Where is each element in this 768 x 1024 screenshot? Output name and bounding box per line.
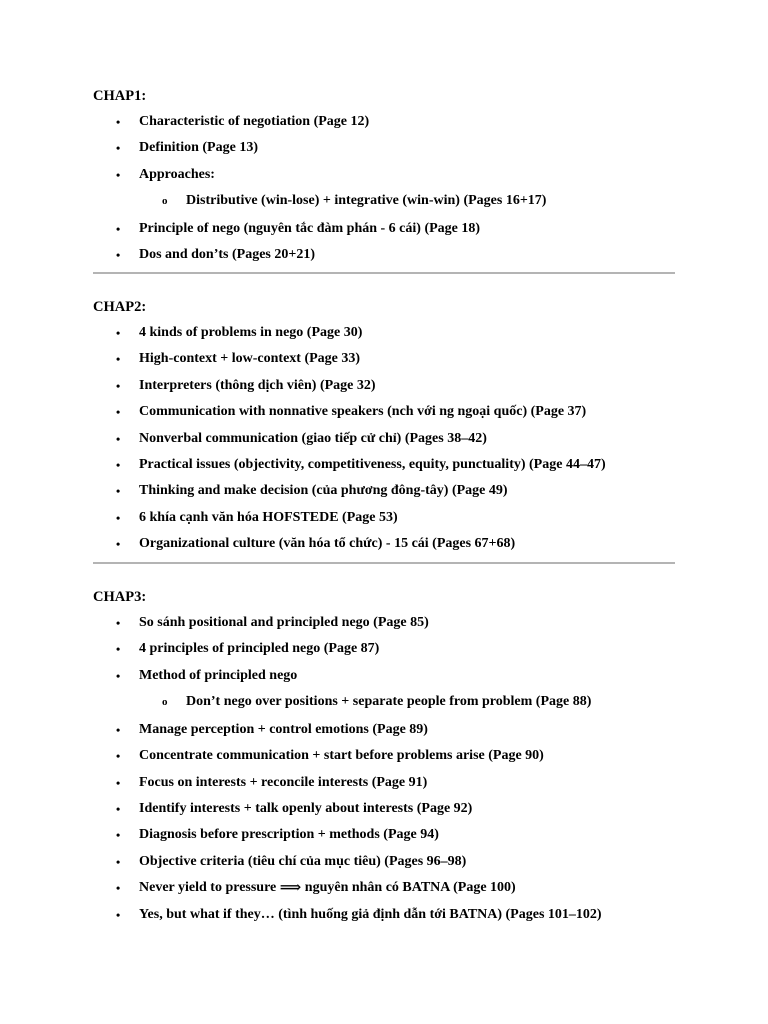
list-item-text: Distributive (win-lose) + integrative (win-win) (Pages 16+17) [186,193,547,209]
list-item-text: Yes, but what if they… (tình huống giả định dẫn tới BATNA) (Pages 101–102) [139,906,602,922]
bullet-icon: • [116,537,121,552]
list-item [93,535,675,561]
list-item-text: Characteristic of negotiation (Page 12) [139,114,370,129]
list-item-text: Principle of nego (nguyên tắc đàm phán - 6 cái) (Page 18) [139,220,481,236]
list-item [93,906,675,932]
list-item [93,220,675,246]
list-item-text: Identify interests + talk openly about interests (Page 92) [139,800,473,816]
chapter-1-list [93,113,675,273]
list-item [93,139,675,165]
bullet-icon: • [116,510,121,525]
list-item [93,377,675,403]
chapter-3 [93,588,675,932]
list-item [93,614,675,640]
bullet-icon: • [116,326,121,340]
bullet-icon: • [116,167,121,182]
list-item [93,640,675,666]
circle-bullet-icon: o [162,696,168,709]
bullet-icon: • [116,722,121,737]
bullet-icon: • [116,221,121,236]
sub-list-item [93,192,675,220]
list-item-text: Thinking and make decision (của phương đông-tây) (Page 49) [139,483,508,499]
bullet-icon: • [116,828,121,843]
list-item [93,721,675,747]
list-item-text: Interpreters (thông dịch viên) (Page 32) [139,377,376,393]
list-item-text-after: nguyên nhân có BATNA (Page 100) [301,880,516,896]
list-item-text: Manage perception + control emotions (Page 89) [139,721,428,737]
list-item-text-before: Never yield to pressure [139,880,280,896]
list-item-text: Organizational culture (văn hóa tổ chức) - 15 cái (Pages 67+68) [139,536,516,552]
bullet-icon: • [116,352,121,367]
list-item [93,879,675,905]
bullet-icon: • [116,457,121,472]
list-item [93,456,675,482]
list-item-text: Focus on interests + reconcile interests (Page 91) [139,774,428,790]
list-item-text: Communication with nonnative speakers (nch với ng ngoại quốc) (Page 37) [139,404,587,420]
list-item [93,509,675,535]
chapter-title: CHAP2: [93,299,147,315]
circle-bullet-icon: o [162,195,168,208]
section-divider [93,562,675,564]
list-item [93,403,675,429]
bullet-icon: • [116,881,121,896]
list-item-text: 6 khía cạnh văn hóa HOFSTEDE (Page 53) [139,509,398,525]
bullet-icon: • [116,854,121,869]
list-item [93,774,675,800]
list-item [93,113,675,139]
list-item [93,324,675,350]
list-item-text: Method of principled nego [139,667,298,683]
list-item [93,800,675,826]
list-item [93,853,675,879]
list-item-text: Objective criteria (tiêu chí của mục tiêu) (Pages 96–98) [139,853,467,869]
list-item-text: Practical issues (objectivity, competitiveness, equity, punctuality) (Page 44–47) [139,456,606,472]
list-item [93,166,675,192]
list-item-text: Dos and don’ts (Pages 20+21) [139,247,315,263]
chapter-2-list [93,324,675,562]
list-item-text: Diagnosis before prescription + methods (Page 94) [139,827,439,843]
bullet-icon: • [116,484,121,499]
list-item [93,350,675,376]
list-item [93,430,675,456]
bullet-icon: • [116,616,121,630]
list-item-text: Nonverbal communication (giao tiếp cử chỉ) (Pages 38–42) [139,430,487,446]
bullet-icon: • [116,801,121,816]
chapter-title: CHAP1: [93,88,147,104]
bullet-icon: • [116,668,121,683]
bullet-icon: • [116,248,121,263]
list-item [93,482,675,508]
bullet-icon: • [116,378,121,393]
bullet-icon: • [116,775,121,790]
bullet-icon: • [116,431,121,446]
section-divider [93,272,675,274]
bullet-icon: • [116,141,121,156]
chapter-title: CHAP3: [93,589,147,605]
list-item-text: Don’t nego over positions + separate people from problem (Page 88) [186,694,592,710]
bullet-icon: • [116,115,121,129]
list-item [93,246,675,272]
bullet-icon: • [116,749,121,764]
list-item-text: 4 kinds of problems in nego (Page 30) [139,325,363,340]
list-item-text: So sánh positional and principled nego (Page 85) [139,615,429,630]
list-item [93,826,675,852]
double-right-arrow-icon: ⟹ [279,880,302,897]
list-item [93,667,675,693]
list-item [93,747,675,773]
chapter-2 [93,298,675,562]
bullet-icon: • [116,907,121,922]
list-item-text: Concentrate communication + start before problems arise (Page 90) [139,748,544,764]
list-item-text [139,879,516,897]
list-item-text: 4 principles of principled nego (Page 87) [139,641,380,657]
sub-list-item [93,693,675,721]
list-item-text: Approaches: [139,166,215,182]
bullet-icon: • [116,642,121,657]
chapter-3-list [93,614,675,932]
list-item-text: High-context + low-context (Page 33) [139,351,361,367]
bullet-icon: • [116,405,121,420]
chapter-1 [93,87,675,273]
list-item-text: Definition (Page 13) [139,140,258,156]
